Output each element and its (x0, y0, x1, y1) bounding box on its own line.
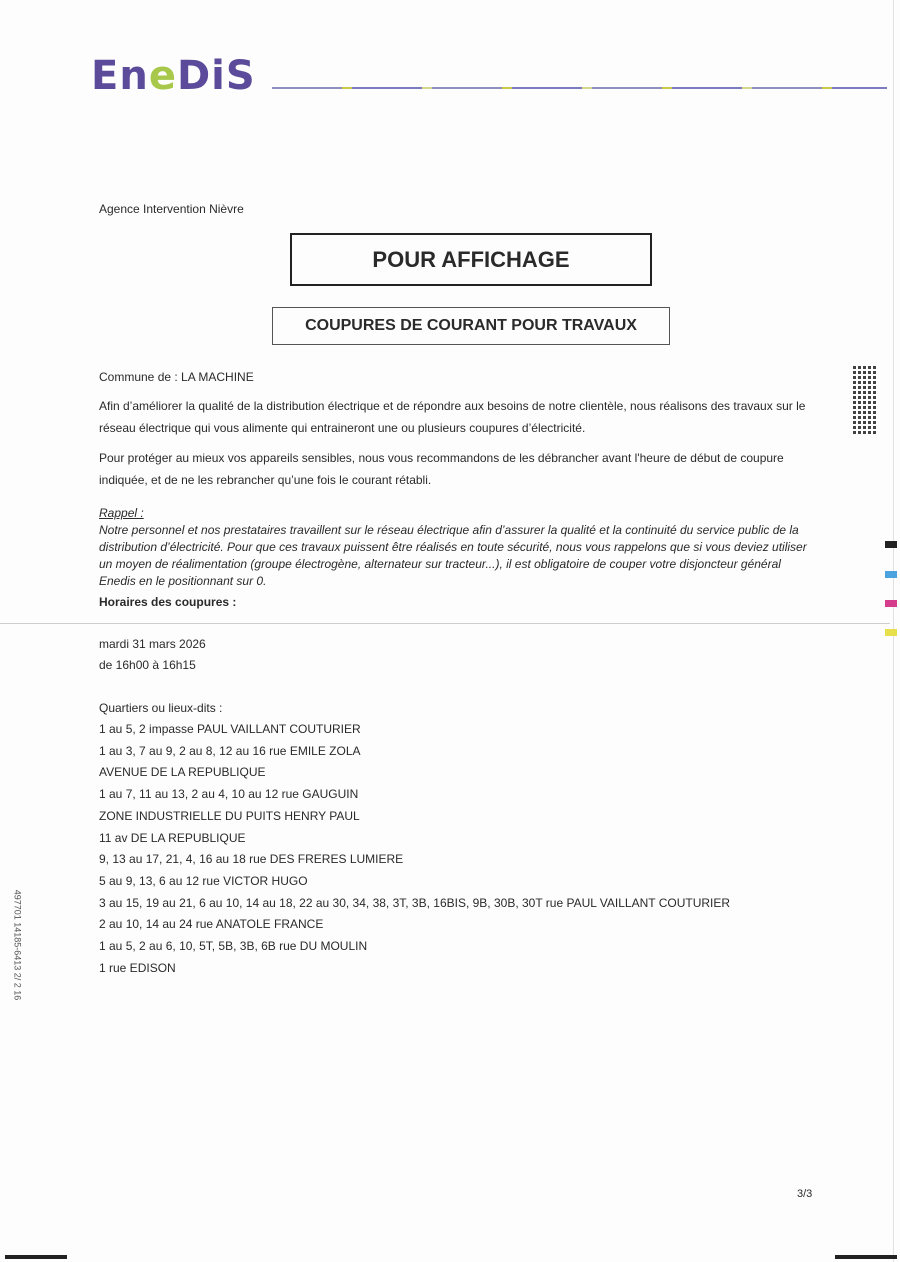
print-mark-cyan (885, 571, 897, 578)
rappel-block (99, 505, 819, 590)
header-rule (272, 87, 887, 89)
intro-paragraph: Afin d’améliorer la qualité de la distribution électrique et de répondre aux besoins de notre clientèle, nous réalisons des travaux sur le réseau électrique qui vous alimente qui entraineront une ou plusieurs coupures d’électricité. (99, 399, 806, 435)
list-item: 1 rue EDISON (99, 960, 176, 975)
coupures-subtitle: COUPURES DE COURANT POUR TRAVAUX (272, 307, 670, 345)
list-item: 11 av DE LA REPUBLIQUE (99, 830, 246, 845)
quartiers-label: Quartiers ou lieux-dits : (99, 701, 223, 715)
list-item: 1 au 7, 11 au 13, 2 au 4, 10 au 12 rue GAUGUIN (99, 787, 359, 802)
rappel-text: Notre personnel et nos prestataires travaillent sur le réseau électrique afin d’assurer la qualité et la continuité du service public de la distribution d’électricité. Pour que ces travaux puissent être réalisés en toute sécurité, nous vous rappelons que si vous deviez utiliser un moyen de réalimentation (groupe électrogène, alternateur sur tracteur...), il est obligatoire de couper votre disjoncteur général Enedis en le positionnant sur 0. (99, 523, 807, 588)
datamatrix-code-overlay (853, 366, 877, 434)
list-item: 1 au 5, 2 au 6, 10, 5T, 5B, 3B, 6B rue DU MOULIN (99, 939, 368, 954)
commune-label: Commune de : LA MACHINE (99, 370, 254, 384)
list-item: 1 au 5, 2 impasse PAUL VAILLANT COUTURIER (99, 722, 361, 736)
list-item: 1 au 3, 7 au 9, 2 au 8, 12 au 16 rue EMILE ZOLA (99, 743, 361, 758)
list-item: 3 au 15, 19 au 21, 6 au 10, 14 au 18, 22 au 30, 34, 38, 3T, 3B, 16BIS, 9B, 30B, 30T rue PAUL VAILLANT COUTURIER (99, 895, 731, 910)
list-item: 2 au 10, 14 au 24 rue ANATOLE FRANCE (99, 917, 324, 932)
page-number: 3/3 (797, 1188, 813, 1200)
coupure-time: de 16h00 à 16h15 (99, 658, 196, 672)
print-mark-yellow (885, 629, 897, 636)
enedis-logo: EneDiS (91, 53, 256, 99)
quartiers-list (99, 719, 730, 979)
print-mark-black (885, 541, 897, 548)
protection-paragraph: Pour protéger au mieux vos appareils sensibles, nous vous recommandons de les débrancher avant l'heure de début de coupure indiquée, et de ne les rebrancher qu’une fois le courant rétabli. (99, 451, 784, 487)
print-mark-magenta (885, 600, 897, 607)
list-item: 9, 13 au 17, 21, 4, 16 au 18 rue DES FRERES LUMIERE (99, 852, 404, 867)
pour-affichage-title: POUR AFFICHAGE (290, 233, 652, 286)
footer-mark-right (835, 1255, 897, 1259)
list-item: ZONE INDUSTRIELLE DU PUITS HENRY PAUL (99, 808, 360, 823)
rappel-label: Rappel : (99, 506, 144, 520)
footer-mark-left (5, 1255, 67, 1259)
section-divider (0, 623, 890, 624)
horaires-label: Horaires des coupures : (99, 595, 237, 609)
coupure-date: mardi 31 mars 2026 (99, 637, 206, 651)
agence-label: Agence Intervention Nièvre (99, 202, 244, 216)
side-print-code: 497701 14185-6413 2/ 2 16 (12, 889, 23, 1001)
list-item: AVENUE DE LA REPUBLIQUE (99, 765, 266, 780)
list-item: 5 au 9, 13, 6 au 12 rue VICTOR HUGO (99, 873, 308, 888)
